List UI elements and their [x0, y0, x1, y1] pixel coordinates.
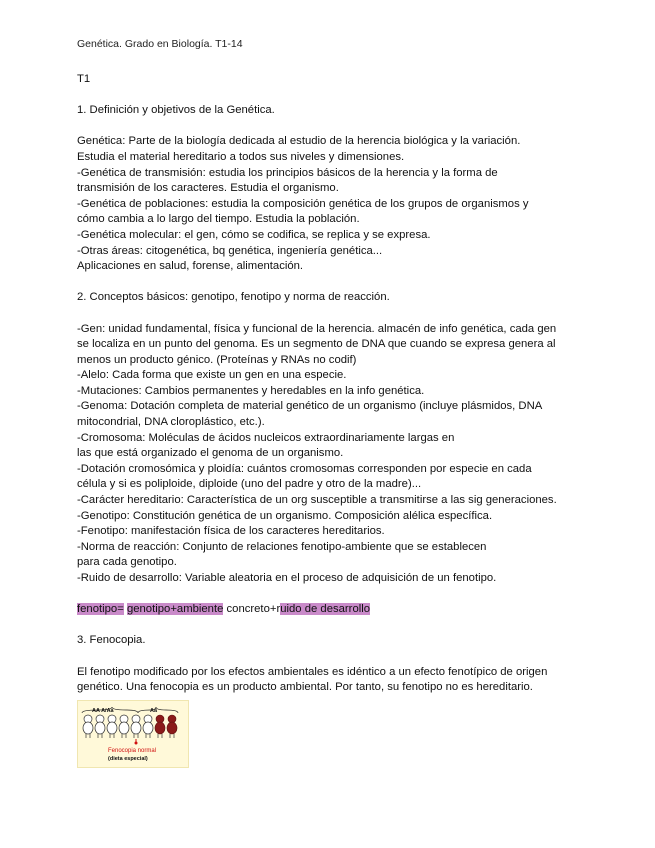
formula-concreto: concreto+r: [223, 603, 281, 616]
s2-line: -Mutaciones: Cambios permanentes y heredables en la info genética.: [77, 384, 425, 397]
s2-line: -Genotipo: Constitución genética de un organismo. Composición alélica específica.: [77, 509, 493, 522]
figure-label-right: Aa: [150, 707, 158, 714]
s2-line: célula y si es poliploide, diploide (uno del padre y otro de la madre)...: [77, 478, 422, 491]
formula-ambiente: +ambiente: [170, 603, 224, 616]
formula-genotipo: genotipo: [126, 603, 171, 616]
s3-line: genético. Una fenocopia es un producto ambiental. Por tanto, su fenotipo no es hereditario.: [77, 681, 533, 694]
s1-line: cómo cambia a lo largo del tiempo. Estudia la población.: [77, 213, 360, 226]
document-header: Genética. Grado en Biología. T1-14: [77, 38, 243, 50]
figure-caption-black: (dieta especial): [108, 755, 148, 762]
s2-line: -Fenotipo: manifestación física de los caracteres hereditarios.: [77, 525, 385, 538]
formula-fenotipo: fenotipo=: [77, 603, 124, 616]
s2-line: para cada genotipo.: [77, 556, 177, 569]
s1-line: Genética: Parte de la biología dedicada al estudio de la herencia biológica y la variación.: [77, 135, 521, 148]
s1-line: -Genética de transmisión: estudia los principios básicos de la herencia y la forma de: [77, 166, 498, 179]
s2-line: -Carácter hereditario: Característica de un org susceptible a transmitirse a las sig generaciones.: [77, 494, 557, 507]
s1-line: transmisión de los caracteres. Estudia el organismo.: [77, 182, 339, 195]
s2-line: -Dotación cromosómica y ploidía: cuántos cromosomas corresponden por especie en cada: [77, 462, 532, 475]
s2-line: -Ruido de desarrollo: Variable aleatoria en el proceso de adquisición de un fenotipo.: [77, 572, 497, 584]
section-1-heading: 1. Definición y objetivos de la Genética.: [77, 104, 275, 117]
s2-line: -Alelo: Cada forma que existe un gen en una especie.: [77, 369, 347, 382]
phenocopy-figure: [77, 700, 189, 768]
s2-line: -Cromosoma: Moléculas de ácidos nucleicos extraordinariamente largas en: [77, 431, 455, 444]
s1-line: Aplicaciones en salud, forense, alimentación.: [77, 260, 304, 273]
s2-line: -Gen: unidad fundamental, física y funcional de la herencia. almacén de info genética, cada gen: [77, 322, 557, 335]
formula-ruido: uido de desarrollo: [280, 603, 371, 616]
phenotype-formula: [77, 602, 587, 618]
s1-line: -Otras áreas: citogenética, bq genética, ingeniería genética...: [77, 244, 383, 257]
s3-line: El fenotipo modificado por los efectos ambientales es idéntico a un efecto fenotípico de origen: [77, 665, 548, 678]
s2-line: -Norma de reacción: Conjunto de relaciones fenotipo-ambiente que se establecen: [77, 540, 487, 553]
s1-line: Estudia el material hereditario a todos sus niveles y dimensiones.: [77, 150, 405, 163]
s1-line: -Genética molecular: el gen, cómo se codifica, se replica y se expresa.: [77, 228, 431, 241]
section-3-heading: 3. Fenocopia.: [77, 634, 146, 647]
section-2-heading: 2. Conceptos básicos: genotipo, fenotipo y norma de reacción.: [77, 291, 390, 304]
s1-line: -Genética de poblaciones: estudia la composición genética de los grupos de organismos y: [77, 197, 529, 210]
s2-line: -Genoma: Dotación completa de material genético de un organismo (incluye plásmidos, DNA: [77, 400, 543, 413]
s2-line: menos un producto génico. (Proteínas y RNAs no codif): [77, 353, 357, 366]
s2-line: se localiza en un punto del genoma. Es un segmento de DNA que cuando se expresa genera al: [77, 338, 556, 351]
figure-label-left: AA A/Aa: [92, 707, 114, 714]
document-body: [77, 72, 587, 768]
s2-line: mitocondrial, DNA cloroplástico, etc.).: [77, 416, 265, 429]
s2-line: las que está organizado el genoma de un organismo.: [77, 447, 344, 460]
section-title: T1: [77, 73, 91, 85]
figure-caption-red: Fenocopia normal: [108, 747, 157, 754]
